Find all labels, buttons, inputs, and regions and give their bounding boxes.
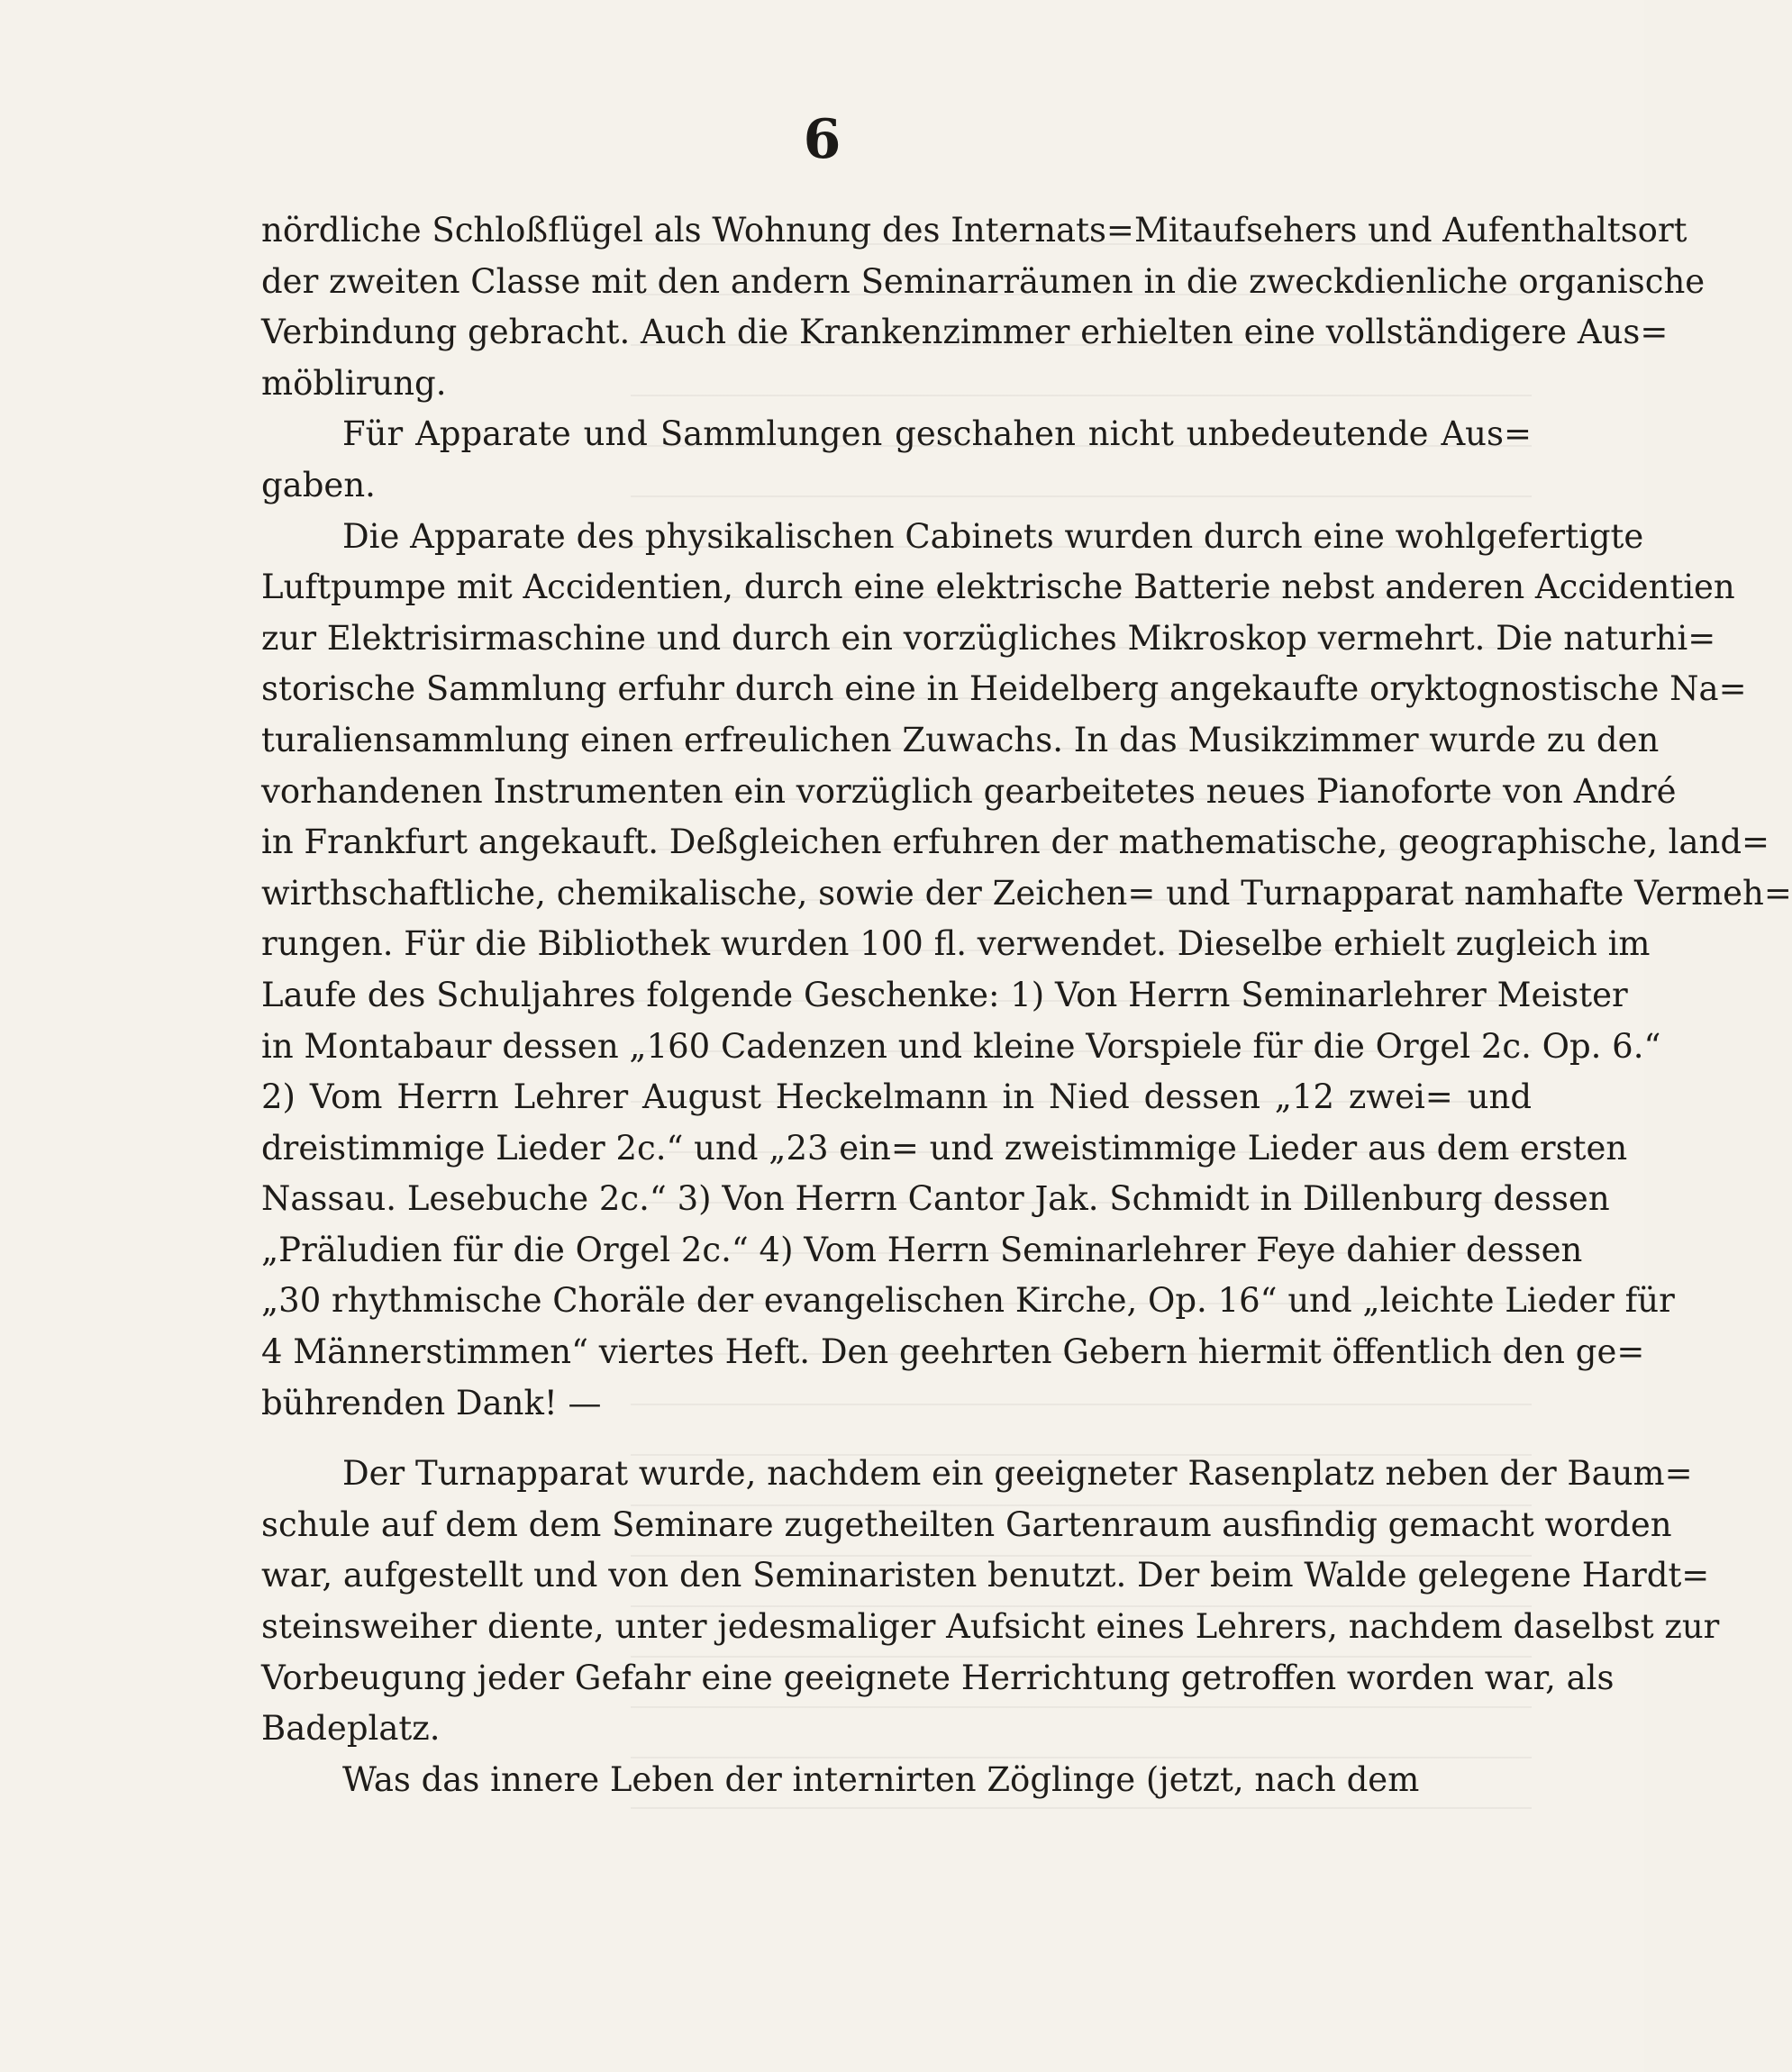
text-line: wirthschaftliche, chemikalische, sowie der Zeichen= und Turnapparat namhafte Vermeh= <box>261 873 1792 913</box>
text-line: vorhandenen Instrumenten ein vorzüglich gearbeitetes neues Pianoforte von André <box>261 771 1677 811</box>
text-line: turaliensammlung einen erfreulichen Zuwachs. In das Musikzimmer wurde zu den <box>261 720 1660 759</box>
paragraph <box>261 1755 1532 1806</box>
paragraph <box>261 512 1792 1430</box>
text-line: war, aufgestellt und von den Seminaristen benutzt. Der beim Walde gelegene Hardt= <box>261 1556 1710 1595</box>
text-line: schule auf dem dem Seminare zugetheilten Gartenraum ausfindig gemacht worden <box>261 1504 1672 1544</box>
text-line: rungen. Für die Bibliothek wurden 100 fl. verwendet. Dieselbe erhielt zugleich im <box>261 924 1651 964</box>
text-line: Nassau. Lesebuche 2c.“ 3) Von Herrn Cantor Jak. Schmidt in Dillenburg dessen <box>261 1179 1610 1219</box>
paragraph <box>261 1449 1720 1755</box>
text-line: zur Elektrisirmaschine und durch ein vorzügliches Mikroskop vermehrt. Die naturhi= <box>261 618 1716 658</box>
text-line: in Frankfurt angekauft. Deßgleichen erfuhren der mathematische, geographische, land= <box>261 822 1770 862</box>
text-line: in Montabaur dessen „160 Cadenzen und kleine Vorspiele für die Orgel 2c. Op. 6.“ <box>261 1026 1661 1066</box>
text-line: storische Sammlung erfuhr durch eine in Heidelberg angekaufte oryktognostische Na= <box>261 669 1747 709</box>
text-line: nördliche Schloßflügel als Wohnung des Internats=Mitaufsehers und Aufenthaltsort <box>261 211 1687 250</box>
text-line: der zweiten Classe mit den andern Seminarräumen in die zweckdienliche organische <box>261 261 1706 301</box>
text-line: Laufe des Schuljahres folgende Geschenke: 1) Von Herrn Seminarlehrer Meister <box>261 975 1628 1014</box>
text-line: „30 rhythmische Choräle der evangelischen Kirche, Op. 16“ und „leichte Lieder für <box>261 1281 1675 1321</box>
text-line: möblirung. <box>261 363 447 403</box>
text-line: gaben. <box>261 465 376 504</box>
text-line: Was das innere Leben der internirten Zöglinge (jetzt, nach dem <box>342 1759 1420 1799</box>
text-line: Verbindung gebracht. Auch die Krankenzimmer erhielten eine vollständigere Aus= <box>261 313 1669 352</box>
text-line: 2) Vom Herrn Lehrer August Heckelmann in Nied dessen „12 zwei= und <box>261 1077 1532 1117</box>
text-line: Badeplatz. <box>261 1709 441 1749</box>
text-line: „Präludien für die Orgel 2c.“ 4) Vom Herrn Seminarlehrer Feye dahier dessen <box>261 1230 1583 1269</box>
text-line: Für Apparate und Sammlungen geschahen nicht unbedeutende Aus= <box>342 414 1532 454</box>
paragraph <box>261 205 1706 409</box>
paragraph-gap <box>261 1429 1532 1449</box>
body-text <box>261 205 1792 1805</box>
text-line: Der Turnapparat wurde, nachdem ein geeigneter Rasenplatz neben der Baum= <box>342 1454 1693 1494</box>
page-number: 6 <box>803 108 841 171</box>
text-line: bührenden Dank! — <box>261 1383 602 1422</box>
text-line: Luftpumpe mit Accidentien, durch eine elektrische Batterie nebst anderen Accidentien <box>261 568 1735 607</box>
paragraph <box>261 409 1532 511</box>
text-line: Die Apparate des physikalischen Cabinets wurden durch eine wohlgefertigte <box>342 516 1644 556</box>
text-line: steinsweiher diente, unter jedesmaliger Aufsicht eines Lehrers, nachdem daselbst zur <box>261 1607 1720 1647</box>
text-line: dreistimmige Lieder 2c.“ und „23 ein= und zweistimmige Lieder aus dem ersten <box>261 1128 1628 1168</box>
text-line: Vorbeugung jeder Gefahr eine geeignete Herrichtung getroffen worden war, als <box>261 1658 1615 1697</box>
text-line: 4 Männerstimmen“ viertes Heft. Den geehrten Gebern hiermit öffentlich den ge= <box>261 1332 1645 1372</box>
